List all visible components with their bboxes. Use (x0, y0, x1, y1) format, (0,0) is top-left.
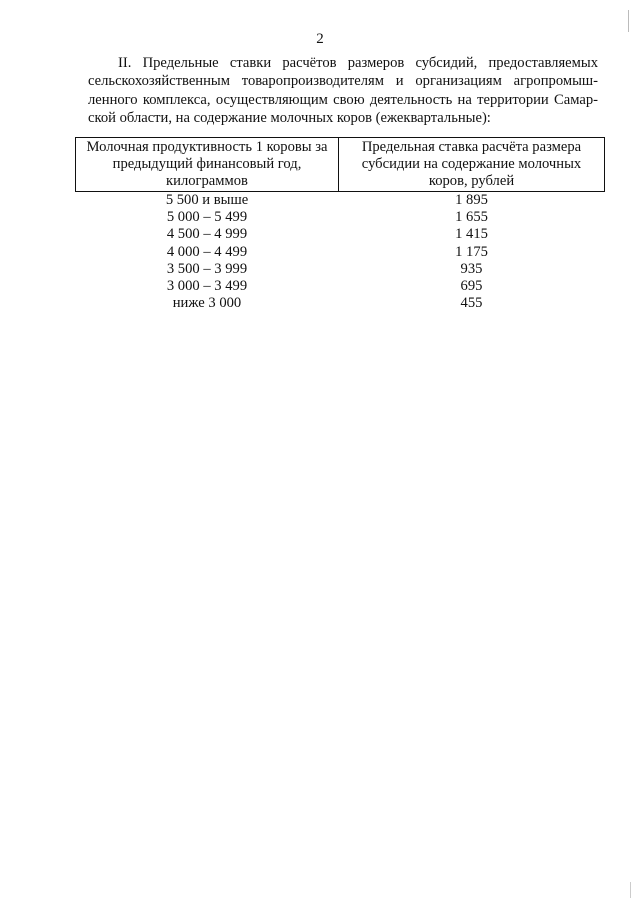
rate-cell: 1 895 (455, 192, 488, 208)
productivity-cell: ниже 3 000 (172, 295, 242, 312)
table-row (76, 261, 605, 278)
rate-cell: 1 415 (455, 226, 488, 243)
table-row (76, 192, 605, 210)
rate-cell: 695 (460, 278, 483, 295)
productivity-cell: 3 000 – 3 499 (166, 278, 248, 295)
table-row (76, 226, 605, 243)
productivity-cell: 4 000 – 4 499 (166, 243, 248, 260)
rate-cell: 1 175 (455, 243, 488, 260)
table-row (76, 244, 605, 261)
table-row (76, 209, 605, 226)
table-row (76, 295, 605, 312)
page-number: 2 (316, 31, 324, 47)
column-header-productivity: Молочная продуктивность 1 коровы за предыдущий финансовый год, килограммов (76, 138, 339, 192)
section-heading (88, 54, 598, 128)
scan-edge-mark (630, 882, 631, 898)
heading-line: сельскохозяйственным товаропроизводителям и организациям агропромыш- (88, 73, 598, 90)
rate-cell: 935 (460, 260, 483, 277)
table-header-row (76, 138, 605, 192)
productivity-cell: 5 000 – 5 499 (166, 209, 248, 226)
productivity-cell: 5 500 и выше (165, 192, 249, 208)
table-row (76, 278, 605, 295)
rate-cell: 1 655 (455, 209, 488, 226)
productivity-cell: 3 500 – 3 999 (166, 260, 248, 277)
scan-edge-mark (628, 10, 629, 32)
column-header-rate: Предельная ставка расчёта размера субсидии на содержание молочных коров, рублей (339, 138, 605, 192)
heading-line: ской области, на содержание молочных коров (ежеквартальные): (88, 110, 491, 127)
rate-cell: 455 (460, 295, 483, 312)
heading-line: II. Предельные ставки расчётов размеров субсидий, предоставляемых (118, 55, 598, 71)
heading-line: ленного комплекса, осуществляющим свою деятельность на территории Самар- (88, 91, 598, 108)
subsidy-rates-table (75, 137, 605, 312)
productivity-cell: 4 500 – 4 999 (166, 226, 248, 243)
